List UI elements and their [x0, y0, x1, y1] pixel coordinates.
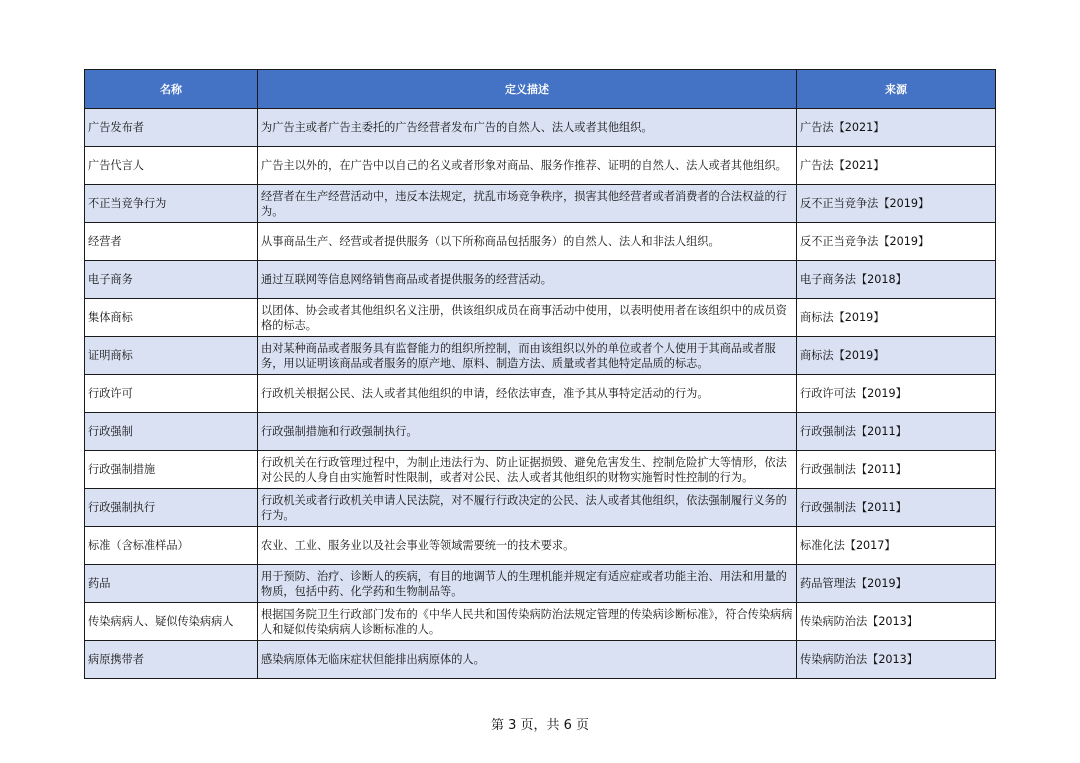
cell-source: 反不正当竞争法【2019】 — [797, 185, 996, 223]
cell-source: 传染病防治法【2013】 — [797, 603, 996, 641]
cell-source: 商标法【2019】 — [797, 337, 996, 375]
table-row — [85, 299, 996, 337]
table-row — [85, 565, 996, 603]
cell-source: 传染病防治法【2013】 — [797, 641, 996, 679]
cell-source: 商标法【2019】 — [797, 299, 996, 337]
cell-name: 证明商标 — [85, 337, 258, 375]
cell-description: 根据国务院卫生行政部门发布的《中华人民共和国传染病防治法规定管理的传染病诊断标准》，符合传染病病人和疑似传染病病人诊断标准的人。 — [258, 603, 797, 641]
cell-name: 行政许可 — [85, 375, 258, 413]
cell-name: 病原携带者 — [85, 641, 258, 679]
table-row — [85, 603, 996, 641]
cell-description: 从事商品生产、经营或者提供服务（以下所称商品包括服务）的自然人、法人和非法人组织。 — [258, 223, 797, 261]
cell-name: 集体商标 — [85, 299, 258, 337]
cell-source: 行政许可法【2019】 — [797, 375, 996, 413]
cell-description: 行政机关根据公民、法人或者其他组织的申请，经依法审查，准予其从事特定活动的行为。 — [258, 375, 797, 413]
cell-source: 电子商务法【2018】 — [797, 261, 996, 299]
table-row — [85, 261, 996, 299]
cell-description: 以团体、协会或者其他组织名义注册，供该组织成员在商事活动中使用，以表明使用者在该组织中的成员资格的标志。 — [258, 299, 797, 337]
cell-name: 电子商务 — [85, 261, 258, 299]
header-name: 名称 — [85, 70, 258, 109]
table-row — [85, 147, 996, 185]
cell-name: 药品 — [85, 565, 258, 603]
cell-source: 行政强制法【2011】 — [797, 413, 996, 451]
cell-description: 农业、工业、服务业以及社会事业等领域需要统一的技术要求。 — [258, 527, 797, 565]
table-row — [85, 527, 996, 565]
cell-description: 广告主以外的，在广告中以自己的名义或者形象对商品、服务作推荐、证明的自然人、法人或者其他组织。 — [258, 147, 797, 185]
cell-description: 行政机关在行政管理过程中，为制止违法行为、防止证据损毁、避免危害发生、控制危险扩大等情形，依法对公民的人身自由实施暂时性限制，或者对公民、法人或者其他组织的财物实施暂时性控制的行为。 — [258, 451, 797, 489]
cell-description: 为广告主或者广告主委托的广告经营者发布广告的自然人、法人或者其他组织。 — [258, 109, 797, 147]
cell-name: 广告发布者 — [85, 109, 258, 147]
header-description: 定义描述 — [258, 70, 797, 109]
cell-name: 广告代言人 — [85, 147, 258, 185]
cell-description: 通过互联网等信息网络销售商品或者提供服务的经营活动。 — [258, 261, 797, 299]
cell-name: 不正当竞争行为 — [85, 185, 258, 223]
cell-name: 经营者 — [85, 223, 258, 261]
cell-name: 行政强制 — [85, 413, 258, 451]
table-header-row — [85, 70, 996, 109]
cell-name: 行政强制执行 — [85, 489, 258, 527]
cell-source: 广告法【2021】 — [797, 147, 996, 185]
cell-description: 经营者在生产经营活动中，违反本法规定，扰乱市场竞争秩序，损害其他经营者或者消费者的合法权益的行为。 — [258, 185, 797, 223]
cell-name: 行政强制措施 — [85, 451, 258, 489]
cell-description: 行政机关或者行政机关申请人民法院，对不履行行政决定的公民、法人或者其他组织，依法强制履行义务的行为。 — [258, 489, 797, 527]
cell-name: 标准（含标准样品） — [85, 527, 258, 565]
cell-description: 行政强制措施和行政强制执行。 — [258, 413, 797, 451]
header-source: 来源 — [797, 70, 996, 109]
cell-source: 标准化法【2017】 — [797, 527, 996, 565]
cell-source: 行政强制法【2011】 — [797, 451, 996, 489]
cell-source: 反不正当竞争法【2019】 — [797, 223, 996, 261]
cell-source: 药品管理法【2019】 — [797, 565, 996, 603]
definitions-table — [84, 69, 996, 679]
table-row — [85, 451, 996, 489]
cell-name: 传染病病人、疑似传染病病人 — [85, 603, 258, 641]
table-row — [85, 337, 996, 375]
table-row — [85, 641, 996, 679]
table-row — [85, 223, 996, 261]
cell-description: 用于预防、治疗、诊断人的疾病，有目的地调节人的生理机能并规定有适应症或者功能主治、用法和用量的物质，包括中药、化学药和生物制品等。 — [258, 565, 797, 603]
cell-description: 感染病原体无临床症状但能排出病原体的人。 — [258, 641, 797, 679]
page-number: 第 3 页，共 6 页 — [490, 718, 590, 733]
table-row — [85, 489, 996, 527]
table-row — [85, 413, 996, 451]
table-row — [85, 375, 996, 413]
table-row — [85, 109, 996, 147]
cell-description: 由对某种商品或者服务具有监督能力的组织所控制，而由该组织以外的单位或者个人使用于其商品或者服务，用以证明该商品或者服务的原产地、原料、制造方法、质量或者其他特定品质的标志。 — [258, 337, 797, 375]
table-row — [85, 185, 996, 223]
cell-source: 行政强制法【2011】 — [797, 489, 996, 527]
cell-source: 广告法【2021】 — [797, 109, 996, 147]
